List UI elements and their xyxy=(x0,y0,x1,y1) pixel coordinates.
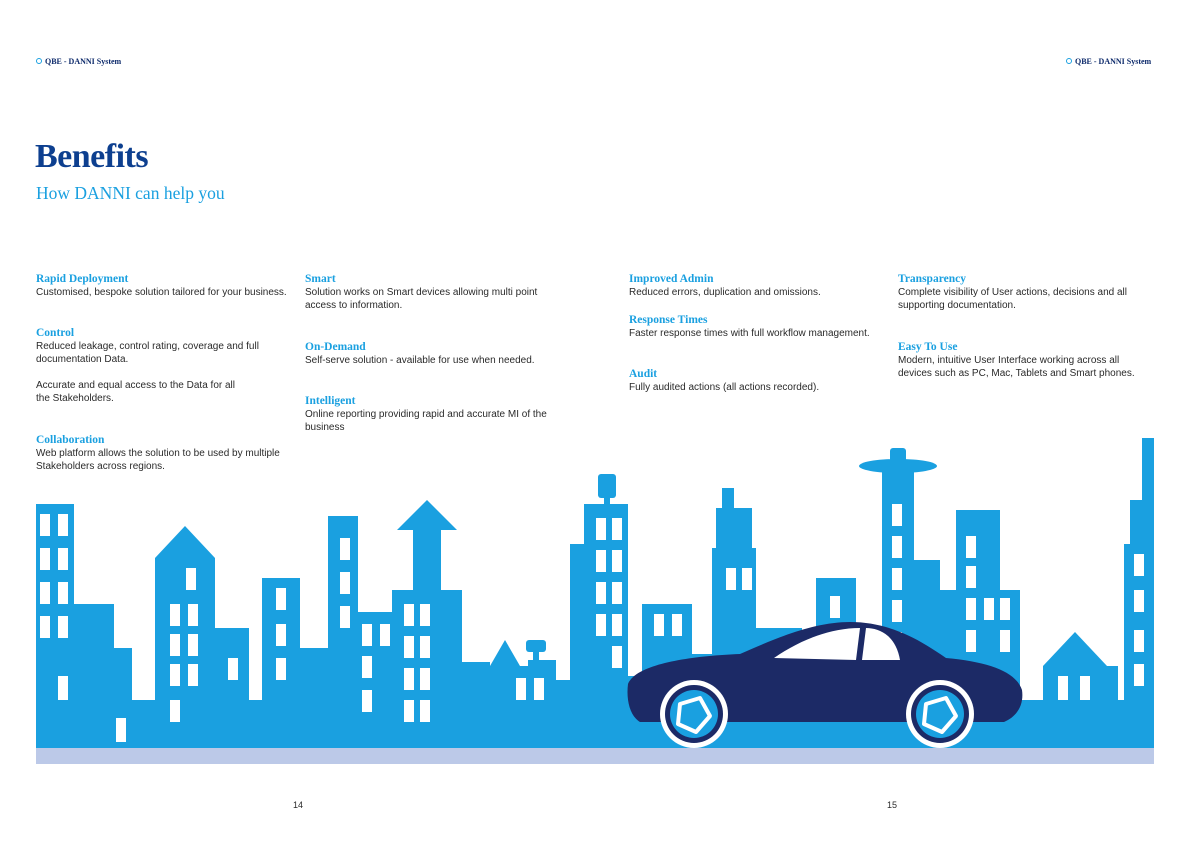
benefit-smart xyxy=(305,272,555,312)
benefit-heading: Improved Admin xyxy=(629,273,714,285)
page-number-right: 15 xyxy=(887,800,898,810)
benefit-improved-admin xyxy=(629,272,891,299)
benefit-text: Fully audited actions (all actions recorded). xyxy=(629,382,820,393)
benefit-text: Customised, bespoke solution tailored for your business. xyxy=(36,287,287,298)
ground-strip xyxy=(36,748,1154,764)
benefit-text: Modern, intuitive User Interface working across all devices such as PC, Mac, Tablets and Smart phones. xyxy=(898,355,1135,379)
benefit-text: Reduced leakage, control rating, coverage and full documentation Data. xyxy=(36,341,259,365)
benefit-control xyxy=(36,326,286,405)
city-skyline-illustration xyxy=(0,420,1191,750)
page-subtitle: How DANNI can help you xyxy=(36,183,225,203)
header-brand-right: QBE - DANNI System xyxy=(1075,56,1152,66)
benefit-heading: Collaboration xyxy=(36,434,105,446)
benefit-heading: Audit xyxy=(629,368,658,380)
benefit-rapid-deployment xyxy=(36,272,298,299)
benefit-heading: Smart xyxy=(305,273,336,285)
benefit-text: Faster response times with full workflow management. xyxy=(629,328,870,339)
benefit-heading: Response Times xyxy=(629,314,708,326)
running-header-right xyxy=(1066,55,1151,67)
benefit-text: Online reporting providing rapid and accurate MI of the business xyxy=(305,409,547,433)
qbe-logo-icon xyxy=(36,58,42,64)
benefit-heading: Easy To Use xyxy=(898,341,958,353)
header-brand-left: QBE - DANNI System xyxy=(45,56,122,66)
benefit-on-demand xyxy=(305,340,567,367)
page-number-left: 14 xyxy=(293,800,304,810)
benefit-heading: Rapid Deployment xyxy=(36,273,129,285)
benefit-text: Complete visibility of User actions, decisions and all supporting documentation. xyxy=(898,287,1127,311)
benefit-heading: Intelligent xyxy=(305,395,356,407)
page-title: Benefits xyxy=(35,138,149,175)
benefit-text: Web platform allows the solution to be used by multiple Stakeholders across regions. xyxy=(36,448,280,472)
benefit-text: Reduced errors, duplication and omissions. xyxy=(629,287,821,298)
benefit-text-secondary: Accurate and equal access to the Data for all the Stakeholders. xyxy=(36,380,236,404)
benefit-heading: Transparency xyxy=(898,273,966,285)
benefit-audit xyxy=(629,367,891,394)
benefit-text: Self-serve solution - available for use when needed. xyxy=(305,355,535,366)
benefit-text: Solution works on Smart devices allowing multi point access to information. xyxy=(305,287,538,311)
qbe-logo-icon xyxy=(1066,58,1072,64)
benefit-easy-to-use xyxy=(898,340,1148,380)
benefit-heading: On-Demand xyxy=(305,341,366,353)
benefit-heading: Control xyxy=(36,327,75,339)
running-header-left xyxy=(36,55,121,67)
benefit-transparency xyxy=(898,272,1143,312)
benefit-response-times xyxy=(629,313,894,340)
